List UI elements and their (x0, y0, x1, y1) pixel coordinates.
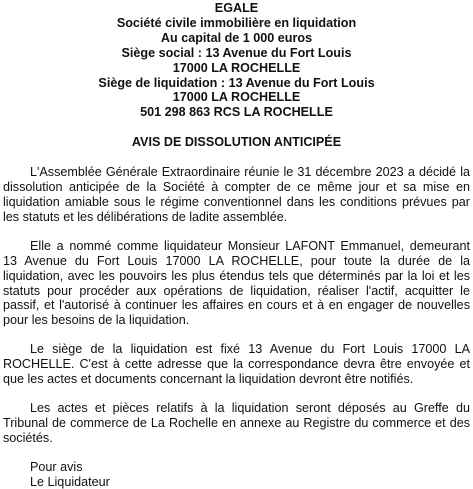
signature-line-2: Le Liquidateur (30, 474, 110, 489)
paragraph-filing: Les actes et pièces relatifs à la liquidation seront déposés au Greffe du Tribunal de commerce de La Rochelle en annexe au Registre du commerce et des sociétés. (3, 400, 470, 445)
notice-title: AVIS DE DISSOLUTION ANTICIPÉE (131, 135, 342, 150)
paragraph-liquidator: Elle a nommé comme liquidateur Monsieur LAFONT Emmanuel, demeurant 13 Avenue du Fort Louis 17000 LA ROCHELLE, pour toute la durée de la liquidation, avec les pouvoirs les plus étendus tels que déterminés par la loi et les statuts pour procéder aux opérations de liquidation, réaliser l'actif, acquitter le passif, et l'autorisé à continuer les affaires en cours et à en engager de nouvelles pour les besoins de la liquidation. (3, 238, 470, 328)
company-form: Société civile immobilière en liquidation (116, 15, 357, 30)
signature-line-1: Pour avis (30, 459, 83, 474)
signature (3, 460, 470, 489)
registered-office-city: 17000 LA ROCHELLE (172, 60, 301, 75)
paragraph-dissolution: L'Assemblée Générale Extraordinaire réunie le 31 décembre 2023 a décidé la dissolution anticipée de la Société à compter de ce même jour et sa mise en liquidation amiable sous le régime conventionnel dans les conditions prévues par les statuts et les délibérations de ladite assemblée. (3, 165, 470, 224)
rcs-number: 501 298 863 RCS LA ROCHELLE (140, 105, 333, 120)
company-header (3, 1, 470, 120)
liquidation-office: Siège de liquidation : 13 Avenue du Fort Louis (98, 75, 375, 90)
registered-office: Siège social : 13 Avenue du Fort Louis (121, 45, 352, 60)
paragraph-liquidation-seat: Le siège de la liquidation est fixé 13 Avenue du Fort Louis 17000 LA ROCHELLE. C'est à cette adresse que la correspondance devra être envoyée et que les actes et documents concernant la liquidation devront être notifiés. (3, 342, 470, 387)
company-capital: Au capital de 1 000 euros (160, 30, 313, 45)
liquidation-office-city: 17000 LA ROCHELLE (172, 90, 301, 105)
company-name: EGALE (214, 1, 259, 15)
